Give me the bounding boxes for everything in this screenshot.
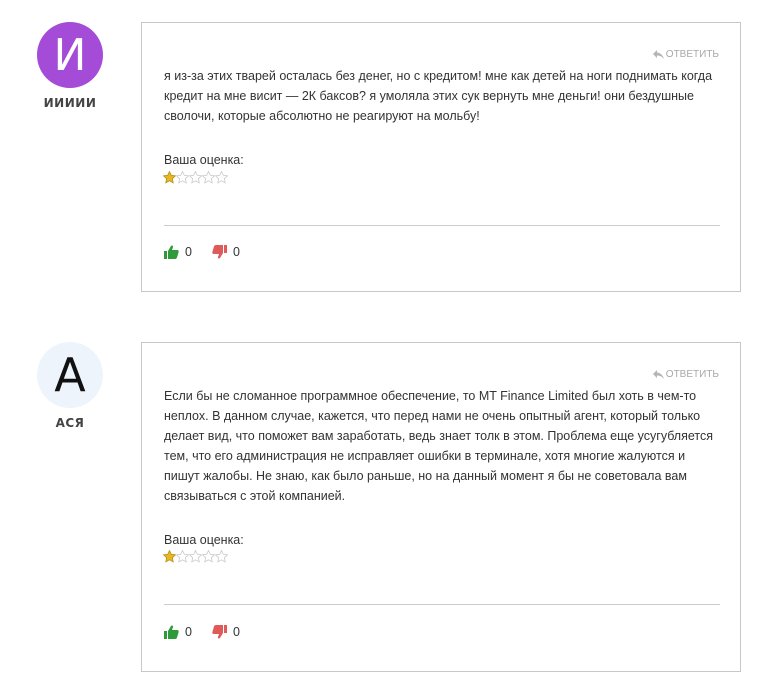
thumbs-down-icon [212,625,227,639]
star-empty-icon[interactable] [189,171,202,184]
reply-label: ОТВЕТИТЬ [665,49,719,60]
thumbs-down-icon [212,245,227,259]
reply-arrow-icon [653,50,664,59]
star-filled-icon[interactable] [163,550,176,563]
like-count: 0 [185,245,192,259]
rating-label: Ваша оценка: [164,533,244,547]
star-empty-icon[interactable] [176,171,189,184]
votes [164,245,260,259]
thumbs-up-icon [164,625,179,639]
star-empty-icon[interactable] [189,550,202,563]
votes [164,625,260,639]
avatar [37,22,103,88]
reply-button[interactable] [653,369,719,380]
review-card [141,342,741,672]
star-empty-icon[interactable] [215,171,228,184]
review-author [36,22,104,110]
review-author [36,342,104,430]
avatar-letter: И [53,29,87,81]
star-filled-icon[interactable] [163,171,176,184]
dislike-button[interactable] [212,245,240,259]
reply-arrow-icon [653,370,664,379]
rating-label: Ваша оценка: [164,153,244,167]
dislike-count: 0 [232,625,240,639]
like-count: 0 [185,625,192,639]
reply-label: ОТВЕТИТЬ [665,369,719,380]
dislike-button[interactable] [212,625,240,639]
avatar-letter: А [54,348,86,402]
like-button[interactable] [164,245,192,259]
star-empty-icon[interactable] [202,550,215,563]
review-text: Если бы не сломанное программное обеспечение, то MT Finance Limited был хоть в чем-то неплох. В данном случае, кажется, что перед нами не очень опытный агент, который только делает вид, что поможет вам заработать, ведь знает толк в этом. Проблема еще усугубляется тем, что его администрация не исправляет ошибки в терминале, хотя многие жалуются и пишут жалобы. Не знаю, как было раньше, но на данный момент я бы не советовала вам связываться с этой компанией. [164,389,714,503]
rating-stars[interactable] [163,550,228,563]
rating-stars[interactable] [163,171,228,184]
author-name: ИИИИИ [43,96,97,110]
star-empty-icon[interactable] [176,550,189,563]
divider [164,225,720,226]
star-empty-icon[interactable] [215,550,228,563]
thumbs-up-icon [164,245,179,259]
divider [164,604,720,605]
avatar [37,342,103,408]
author-name: АСЯ [55,416,85,430]
review-card [141,22,741,292]
like-button[interactable] [164,625,192,639]
review-text: я из-за этих тварей осталась без денег, но с кредитом! мне как детей на ноги поднимать когда кредит на мне висит — 2К баксов? я умоляла этих сук вернуть мне деньги! они бездушные сволочи, которые абсолютно не реагируют на мольбу! [164,69,713,123]
reply-button[interactable] [653,49,719,60]
star-empty-icon[interactable] [202,171,215,184]
dislike-count: 0 [232,245,240,259]
